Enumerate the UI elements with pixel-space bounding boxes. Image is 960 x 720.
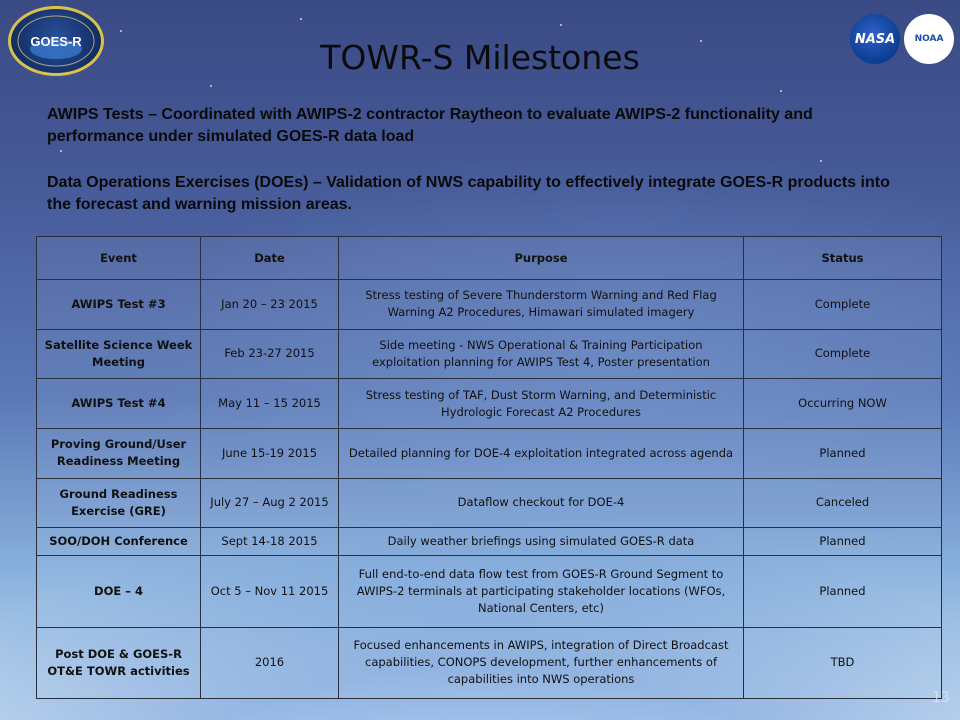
nasa-logo-text: NASA bbox=[854, 31, 896, 47]
row-status: Occurring NOW bbox=[744, 379, 942, 429]
table-row bbox=[37, 379, 942, 429]
table-row bbox=[37, 528, 942, 556]
table-row bbox=[37, 428, 942, 478]
row-purpose: Side meeting - NWS Operational & Training Participation exploitation planning for AWIPS Test 4, Poster presentation bbox=[339, 329, 744, 379]
row-date: Jan 20 – 23 2015 bbox=[201, 280, 339, 330]
awips-tests-description: AWIPS Tests – Coordinated with AWIPS-2 contractor Raytheon to evaluate AWIPS-2 functionality and performance under simulated GOES-R data load bbox=[47, 106, 813, 145]
row-date: Sept 14-18 2015 bbox=[201, 528, 339, 556]
table-row bbox=[37, 478, 942, 528]
row-status: Planned bbox=[744, 556, 942, 627]
row-purpose: Stress testing of TAF, Dust Storm Warning, and Deterministic Hydrologic Forecast A2 Procedures bbox=[339, 379, 744, 429]
header-status: Status bbox=[744, 237, 942, 280]
row-event: Satellite Science Week Meeting bbox=[37, 329, 201, 379]
header-date: Date bbox=[201, 237, 339, 280]
table-row bbox=[37, 280, 942, 330]
row-purpose: Daily weather briefings using simulated GOES-R data bbox=[339, 528, 744, 556]
row-event: SOO/DOH Conference bbox=[37, 528, 201, 556]
row-event: Proving Ground/User Readiness Meeting bbox=[37, 428, 201, 478]
row-date: Oct 5 – Nov 11 2015 bbox=[201, 556, 339, 627]
table-row bbox=[37, 627, 942, 698]
goes-r-logo-text: GOES-R bbox=[30, 33, 82, 49]
row-status: Complete bbox=[744, 280, 942, 330]
page-number: 13 bbox=[932, 690, 950, 706]
row-status: Planned bbox=[744, 528, 942, 556]
row-date: Feb 23-27 2015 bbox=[201, 329, 339, 379]
row-purpose: Stress testing of Severe Thunderstorm Warning and Red Flag Warning A2 Procedures, Himawari simulated imagery bbox=[339, 280, 744, 330]
row-date: 2016 bbox=[201, 627, 339, 698]
slide-title: TOWR-S Milestones bbox=[320, 38, 640, 77]
row-date: June 15-19 2015 bbox=[201, 428, 339, 478]
doe-description: Data Operations Exercises (DOEs) – Validation of NWS capability to effectively integrate GOES-R products into the forecast and warning mission areas. bbox=[47, 174, 890, 213]
row-status: Planned bbox=[744, 428, 942, 478]
row-event: Ground Readiness Exercise (GRE) bbox=[37, 478, 201, 528]
row-purpose: Focused enhancements in AWIPS, integration of Direct Broadcast capabilities, CONOPS development, further enhancements of capabilities into NWS operations bbox=[339, 627, 744, 698]
row-purpose: Dataflow checkout for DOE-4 bbox=[339, 478, 744, 528]
table-row bbox=[37, 556, 942, 627]
row-event: AWIPS Test #3 bbox=[37, 280, 201, 330]
row-purpose: Detailed planning for DOE-4 exploitation integrated across agenda bbox=[339, 428, 744, 478]
milestones-table bbox=[36, 236, 942, 699]
header-purpose: Purpose bbox=[339, 237, 744, 280]
row-purpose: Full end-to-end data flow test from GOES-R Ground Segment to AWIPS-2 terminals at participating stakeholder locations (WFOs, National Centers, etc) bbox=[339, 556, 744, 627]
header-event: Event bbox=[37, 237, 201, 280]
row-event: AWIPS Test #4 bbox=[37, 379, 201, 429]
row-status: TBD bbox=[744, 627, 942, 698]
row-event: DOE – 4 bbox=[37, 556, 201, 627]
table-row bbox=[37, 329, 942, 379]
row-date: May 11 – 15 2015 bbox=[201, 379, 339, 429]
row-event: Post DOE & GOES-R OT&E TOWR activities bbox=[37, 627, 201, 698]
noaa-logo-text: NOAA bbox=[914, 34, 944, 44]
table-header-row bbox=[37, 237, 942, 280]
row-status: Canceled bbox=[744, 478, 942, 528]
row-date: July 27 – Aug 2 2015 bbox=[201, 478, 339, 528]
row-status: Complete bbox=[744, 329, 942, 379]
